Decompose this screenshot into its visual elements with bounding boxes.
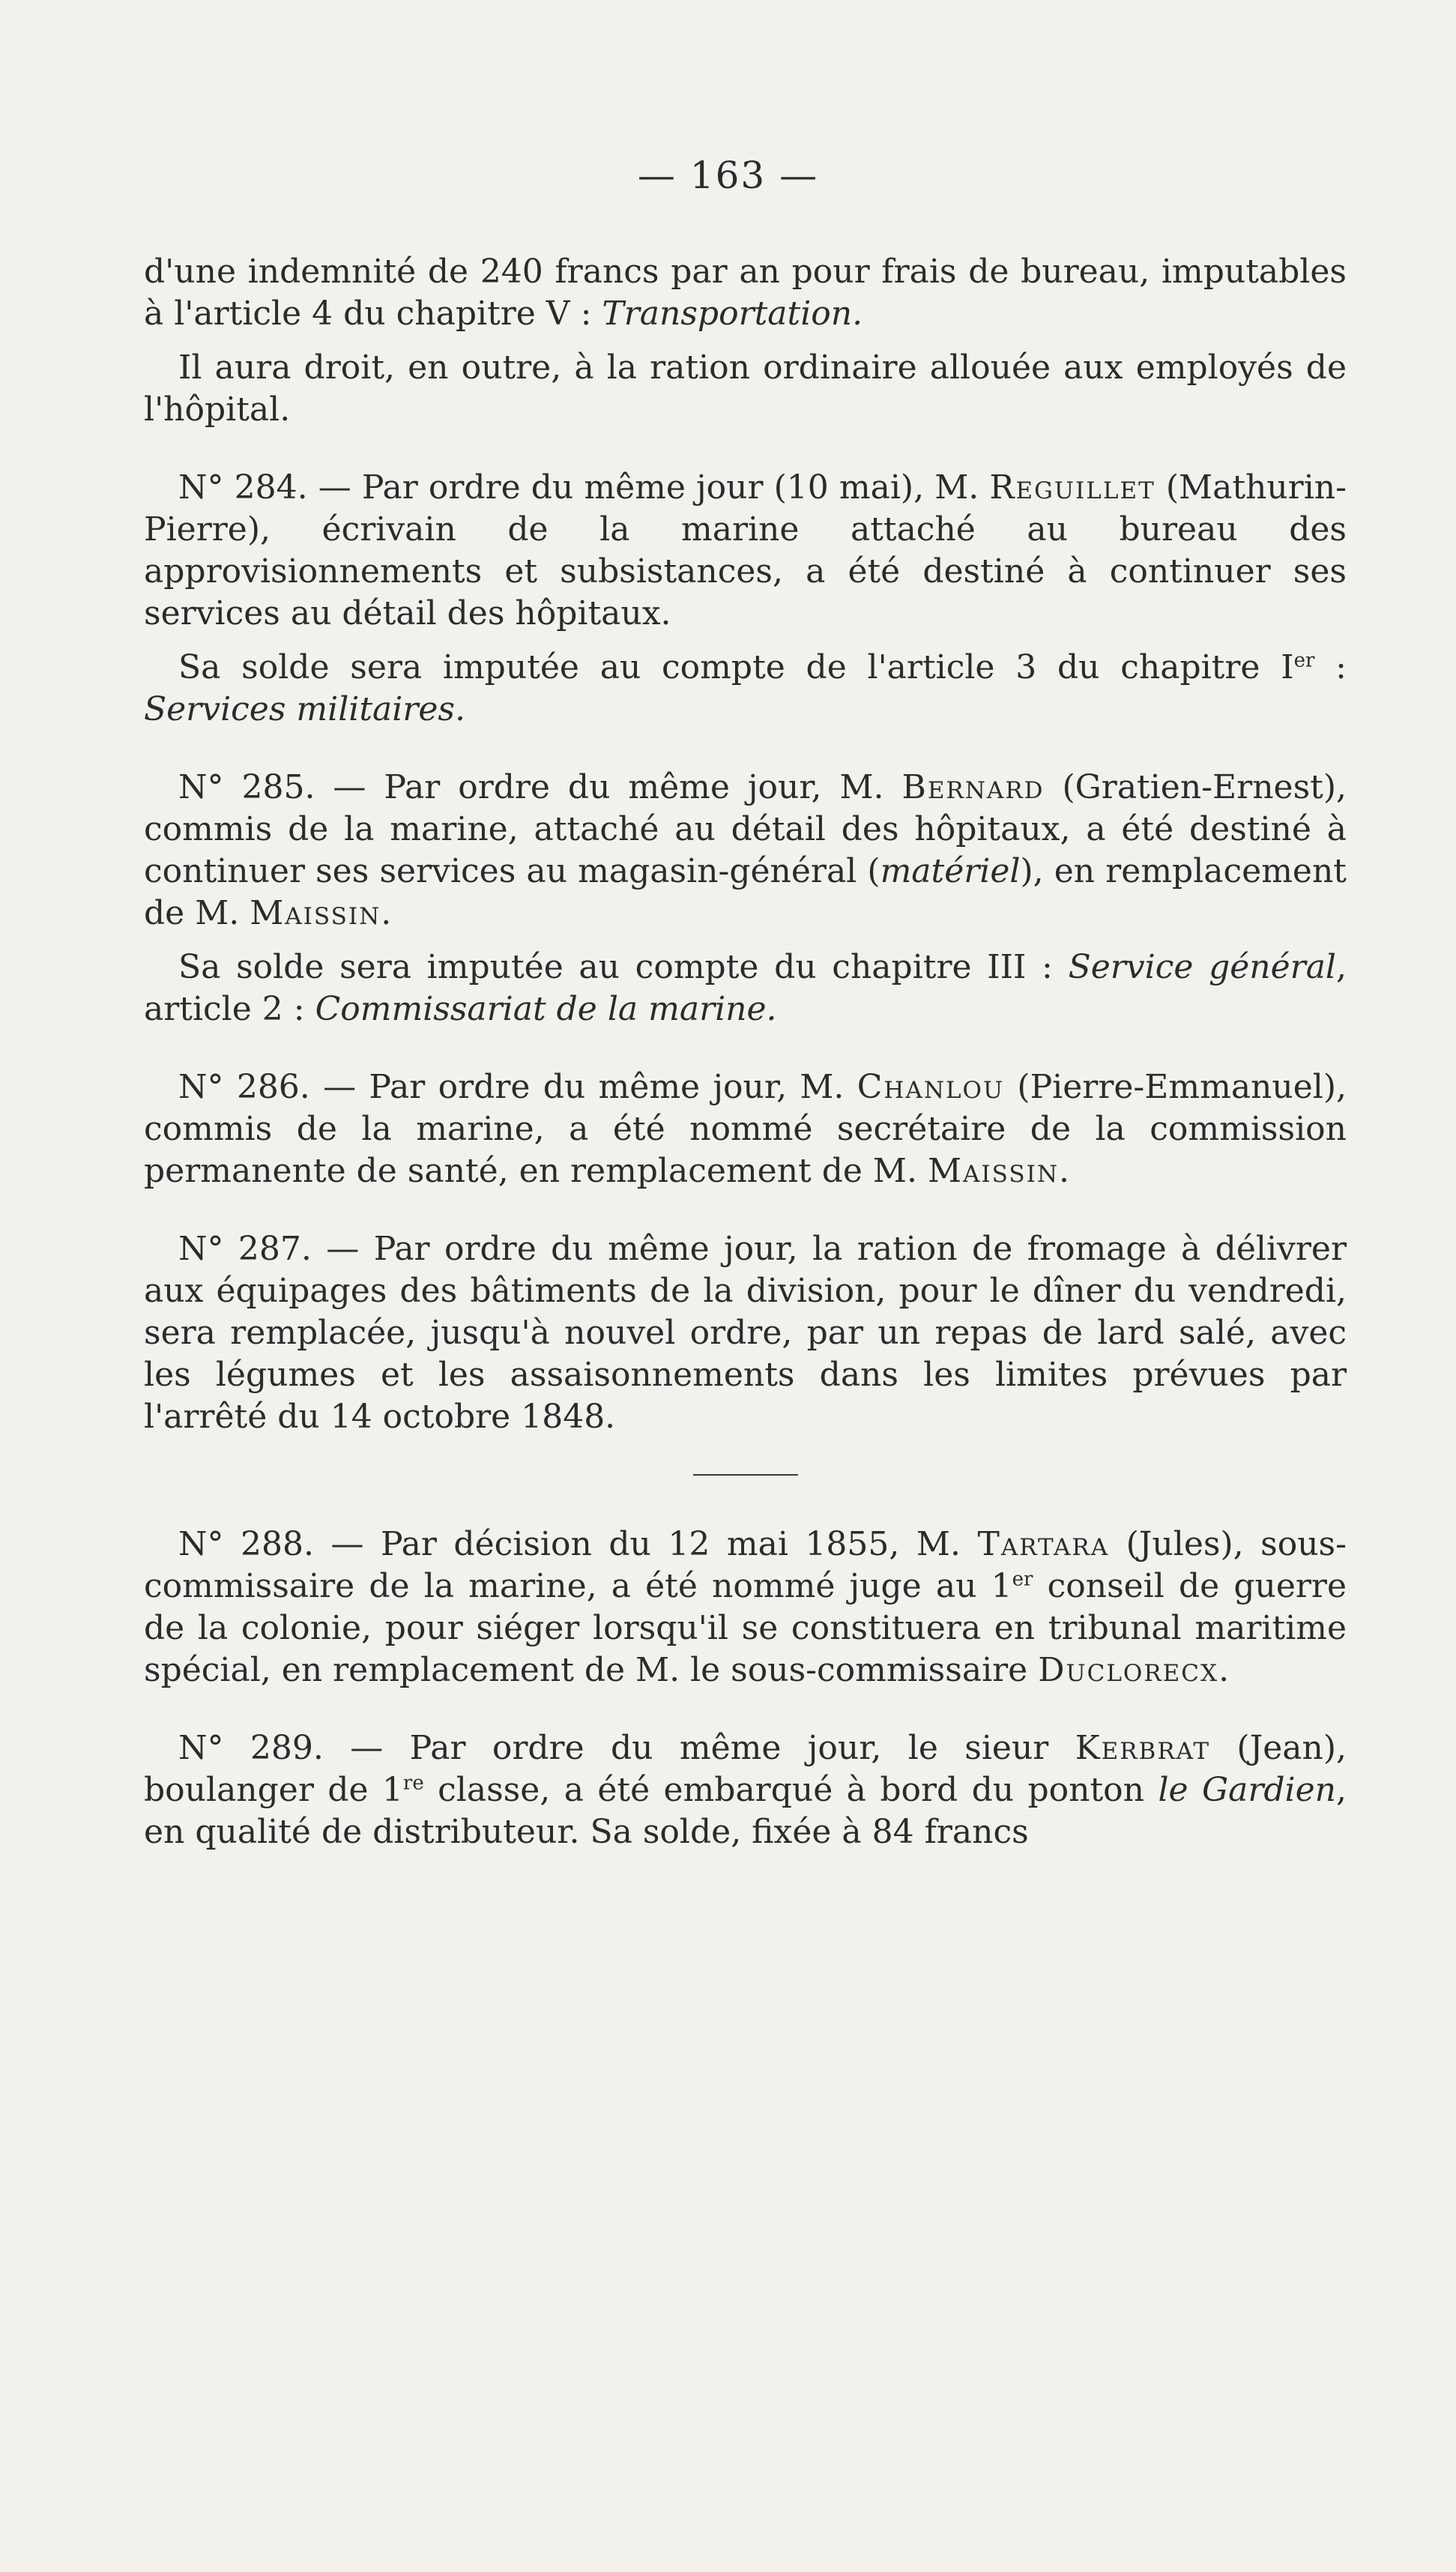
page-number: — 163 — — [637, 154, 819, 197]
paragraph-ration: Il aura droit, en outre, à la ration ordinaire allouée aux employés de l'hôpital. — [144, 348, 1347, 429]
page-body — [144, 251, 1347, 1889]
entry-284: N° 284. — Par ordre du même jour (10 mai), M. Reguillet (Mathurin-Pierre), écrivain de la marine attaché au bureau des approvisionnements et subsistances, a été destiné à continuer ses services au détail des hôpitaux. — [144, 468, 1347, 633]
entry-287: N° 287. — Par ordre du même jour, la ration de fromage à délivrer aux équipages des bâtiments de la division, pour le dîner du vendredi, sera remplacée, jusqu'à nouvel ordre, par un repas de lard salé, avec les légumes et les assaisonnements dans les limites prévues par l'arrêté du 14 octobre 1848. — [144, 1230, 1347, 1436]
entry-286: N° 286. — Par ordre du même jour, M. Chanlou (Pierre-Emmanuel), commis de la marine, a été nommé secrétaire de la commission permanente de santé, en remplacement de M. Maissin. — [144, 1068, 1347, 1190]
section-divider — [693, 1474, 798, 1476]
entry-288: N° 288. — Par décision du 12 mai 1855, M. Tartara (Jules), sous-commissaire de la marine, a été nommé juge au 1er conseil de guerre de la colonie, pour siéger lorsqu'il se constituera en tribunal maritime spécial, en remplacement de M. le sous-commissaire Duclorecx. — [144, 1525, 1347, 1689]
entry-284-solde: Sa solde sera imputée au compte de l'article 3 du chapitre Ier : Services militaires. — [144, 648, 1347, 728]
paragraph-continued: d'une indemnité de 240 francs par an pour frais de bureau, imputables à l'article 4 du chapitre V : Transportation. — [144, 253, 1347, 333]
entry-285-solde: Sa solde sera imputée au compte du chapitre III : Service général, article 2 : Commissariat de la marine. — [144, 948, 1347, 1028]
entry-285: N° 285. — Par ordre du même jour, M. Bernard (Gratien-Ernest), commis de la marine, attaché au détail des hôpitaux, a été destiné à continuer ses services au magasin-général (matériel), en remplacement de M. Maissin. — [144, 768, 1347, 932]
entry-289: N° 289. — Par ordre du même jour, le sieur Kerbrat (Jean), boulanger de 1re classe, a été embarqué à bord du ponton le Gardien, en qualité de distributeur. Sa solde, fixée à 84 francs — [144, 1729, 1347, 1851]
